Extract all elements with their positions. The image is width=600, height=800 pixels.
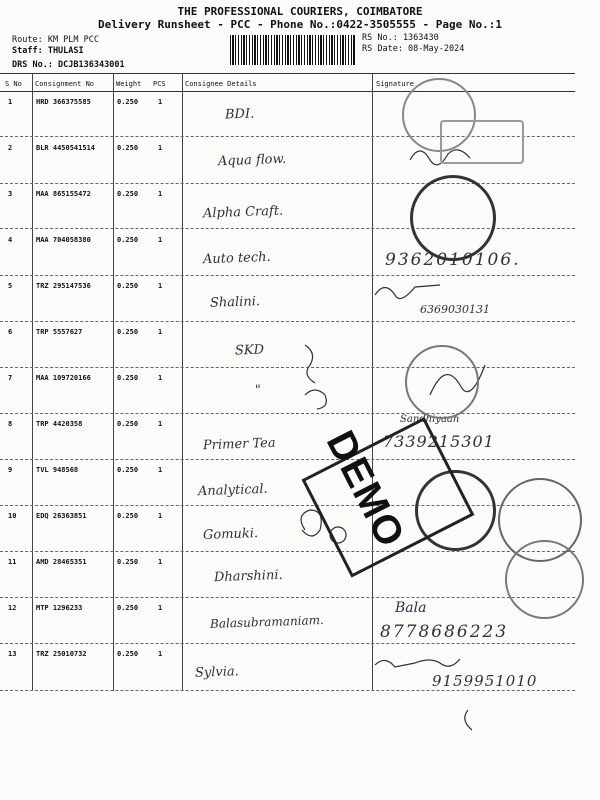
company-stamp xyxy=(505,540,584,619)
col-header-consignee: Consignee Details xyxy=(185,80,257,88)
row-weight: 0.250 xyxy=(117,374,139,382)
row-consignee-handwritten: Aqua flow. xyxy=(217,151,287,170)
signature-mark xyxy=(465,710,472,730)
route-label: Route: KM PLM PCC xyxy=(12,35,99,45)
row-consignment: TRP 4420358 xyxy=(36,420,83,428)
row-weight: 0.250 xyxy=(117,512,139,520)
signature-phone: 9159951010 xyxy=(432,672,538,690)
signature-mark xyxy=(375,285,440,299)
row-pcs: 1 xyxy=(158,190,163,198)
row-consignment: HRD 366375585 xyxy=(36,98,91,106)
col-header-pcs: PCS xyxy=(153,80,166,88)
row-sno: 11 xyxy=(8,558,17,566)
signature-mark xyxy=(375,659,460,667)
demo-watermark xyxy=(315,415,435,595)
col-header-weight: Weight xyxy=(116,80,142,88)
rs-number: RS No.: 1363430 xyxy=(362,33,439,43)
row-pcs: 1 xyxy=(158,558,163,566)
row-consignee-handwritten: Primer Tea xyxy=(202,435,276,454)
company-stamp xyxy=(405,345,479,419)
row-weight: 0.250 xyxy=(117,650,139,658)
row-consignee-handwritten: BDI. xyxy=(224,106,255,123)
row-consignment: MAA 704058380 xyxy=(36,236,91,244)
row-weight: 0.250 xyxy=(117,420,139,428)
row-pcs: 1 xyxy=(158,512,163,520)
row-consignment: TVL 948568 xyxy=(36,466,79,474)
row-sno: 7 xyxy=(8,374,13,382)
row-pcs: 1 xyxy=(158,650,163,658)
row-sno: 3 xyxy=(8,190,13,198)
row-consignment: AMD 28465351 xyxy=(36,558,87,566)
company-title: THE PROFESSIONAL COURIERS, COIMBATORE xyxy=(177,5,423,18)
row-consignee-handwritten: Sylvia. xyxy=(194,664,240,681)
signature-name: Sandhiyaan xyxy=(400,414,460,425)
signature-phone: 8778686223 xyxy=(380,622,509,642)
row-consignment: TRP 5557627 xyxy=(36,328,83,336)
row-consignment: MAA 865155472 xyxy=(36,190,91,198)
row-pcs: 1 xyxy=(158,466,163,474)
row-weight: 0.250 xyxy=(117,328,139,336)
row-pcs: 1 xyxy=(158,604,163,612)
row-pcs: 1 xyxy=(158,374,163,382)
row-consignee-handwritten: Gomuki. xyxy=(202,526,259,543)
row-weight: 0.250 xyxy=(117,558,139,566)
row-consignment: MAA 109720166 xyxy=(36,374,91,382)
row-weight: 0.250 xyxy=(117,190,139,198)
row-weight: 0.250 xyxy=(117,144,139,152)
row-consignee-handwritten: Alpha Craft. xyxy=(202,203,284,222)
row-weight: 0.250 xyxy=(117,98,139,106)
signature-phone: 7339215301 xyxy=(383,432,495,451)
row-pcs: 1 xyxy=(158,282,163,290)
runsheet-title: Delivery Runsheet - PCC - Phone No.:0422-3505555 - Page No.:1 xyxy=(98,18,502,31)
col-header-consignment: Consignment No xyxy=(35,80,95,88)
row-weight: 0.250 xyxy=(117,282,139,290)
row-pcs: 1 xyxy=(158,98,163,106)
row-sno: 9 xyxy=(8,466,13,474)
row-sno: 6 xyxy=(8,328,13,336)
row-weight: 0.250 xyxy=(117,236,139,244)
row-weight: 0.250 xyxy=(117,466,139,474)
signature-phone: 9362010106. xyxy=(385,250,521,270)
signature-phone: 6369030131 xyxy=(420,303,490,316)
row-sno: 13 xyxy=(8,650,17,658)
signature-mark xyxy=(305,345,326,409)
row-sno: 5 xyxy=(8,282,13,290)
row-weight: 0.250 xyxy=(117,604,139,612)
row-sno: 1 xyxy=(8,98,13,106)
row-pcs: 1 xyxy=(158,420,163,428)
received-stamp xyxy=(440,120,524,164)
col-header-signature: Signature xyxy=(376,80,414,88)
row-consignment: TRZ 295147536 xyxy=(36,282,91,290)
row-consignee-handwritten: " xyxy=(254,382,262,399)
col-header-sno: S No xyxy=(5,80,22,88)
row-sno: 12 xyxy=(8,604,17,612)
demo-watermark-text: DEMO xyxy=(317,424,414,555)
rs-date: RS Date: 08-May-2024 xyxy=(362,44,465,54)
row-sno: 4 xyxy=(8,236,13,244)
row-consignee-handwritten: Analytical. xyxy=(197,481,268,500)
row-consignee-handwritten: SKD xyxy=(234,342,265,359)
row-sno: 2 xyxy=(8,144,13,152)
row-consignment: MTP 1296233 xyxy=(36,604,83,612)
row-pcs: 1 xyxy=(158,328,163,336)
row-consignee-handwritten: Dharshini. xyxy=(213,567,283,586)
row-consignee-handwritten: Auto tech. xyxy=(202,249,271,268)
row-consignee-handwritten: Shalini. xyxy=(209,294,261,311)
row-consignee-handwritten: Balasubramaniam. xyxy=(209,613,325,631)
row-consignment: BLR 4450541514 xyxy=(36,144,96,152)
signature-name: Bala xyxy=(395,600,427,616)
row-pcs: 1 xyxy=(158,236,163,244)
company-stamp xyxy=(410,175,496,261)
drs-number: DRS No.: DCJB136343001 xyxy=(12,60,125,70)
row-consignment: EDQ 26363851 xyxy=(36,512,87,520)
staff-label: Staff: THULASI xyxy=(12,46,84,56)
row-sno: 8 xyxy=(8,420,13,428)
row-consignment: TRZ 25010732 xyxy=(36,650,87,658)
row-sno: 10 xyxy=(8,512,17,520)
row-pcs: 1 xyxy=(158,144,163,152)
